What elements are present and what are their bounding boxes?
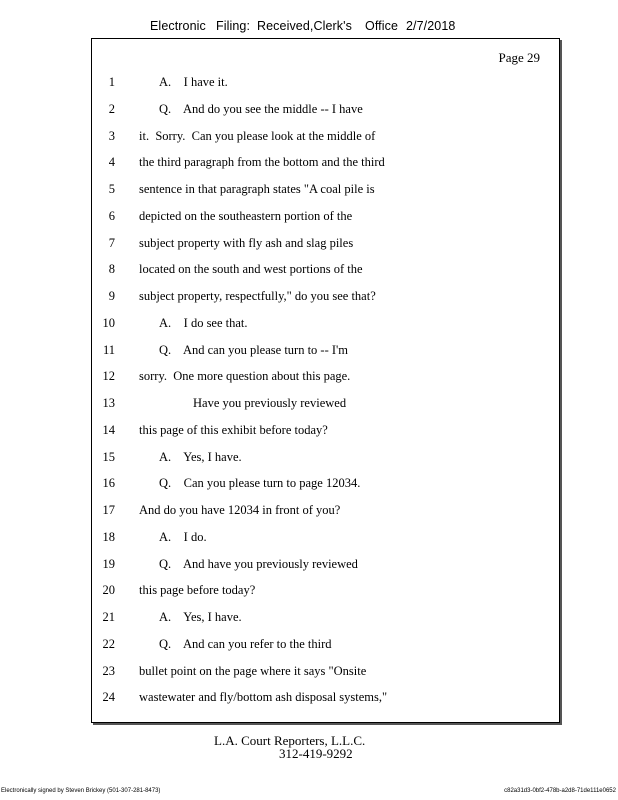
line-text: depicted on the southeastern portion of the bbox=[139, 208, 353, 223]
signature-left: Electronically signed by Steven Brickey (501-307-281-8473) bbox=[1, 788, 161, 794]
transcript-line bbox=[92, 262, 559, 282]
footer-company: L.A. Court Reporters, L.L.C. bbox=[214, 733, 366, 748]
transcript-line bbox=[92, 182, 559, 202]
filing-header-received: Received,Clerk's bbox=[257, 19, 352, 33]
line-number: 17 bbox=[102, 503, 115, 517]
line-number: 4 bbox=[108, 155, 115, 170]
line-text: Q. Can you please turn to page 12034. bbox=[159, 476, 361, 491]
filing-header bbox=[150, 19, 455, 33]
transcript-line bbox=[92, 209, 559, 229]
line-number: 15 bbox=[102, 449, 115, 464]
line-number: 7 bbox=[108, 235, 115, 250]
transcript-line bbox=[92, 155, 559, 175]
page-number: Page 29 bbox=[498, 50, 540, 65]
transcript-line bbox=[92, 129, 559, 149]
line-number: 12 bbox=[102, 369, 115, 384]
line-number: 5 bbox=[108, 182, 115, 196]
filing-header-filing: Filing: bbox=[216, 19, 251, 33]
transcript-line bbox=[92, 396, 559, 416]
line-text: subject property with fly ash and slag piles bbox=[139, 235, 354, 250]
line-text: bullet point on the page where it says "Onsite bbox=[139, 663, 367, 678]
line-text: this page of this exhibit before today? bbox=[139, 422, 328, 437]
line-text: Q. And can you refer to the third bbox=[159, 636, 332, 651]
filing-header-electronic: Electronic bbox=[150, 19, 206, 33]
footer-phone: 312-419-9292 bbox=[279, 746, 353, 761]
line-number: 8 bbox=[108, 262, 115, 277]
transcript-line bbox=[92, 637, 559, 657]
line-text: located on the south and west portions of the bbox=[139, 262, 363, 277]
line-number: 19 bbox=[102, 556, 115, 571]
line-number: 9 bbox=[108, 289, 115, 303]
line-text: it. Sorry. Can you please look at the middle of bbox=[139, 128, 376, 143]
line-text: wastewater and fly/bottom ash disposal systems," bbox=[139, 690, 388, 705]
line-text: subject property, respectfully," do you see that? bbox=[139, 289, 376, 303]
line-number: 13 bbox=[102, 396, 115, 410]
transcript-line bbox=[92, 690, 559, 710]
line-number: 3 bbox=[108, 128, 115, 143]
line-number: 20 bbox=[102, 583, 115, 598]
transcript-line bbox=[92, 423, 559, 443]
filing-header-date: 2/7/2018 bbox=[406, 19, 456, 33]
transcript-line bbox=[92, 236, 559, 256]
line-text: Have you previously reviewed bbox=[193, 396, 347, 410]
line-text: sorry. One more question about this page. bbox=[139, 369, 351, 384]
transcript-line bbox=[92, 503, 559, 523]
transcript-line bbox=[92, 75, 559, 95]
line-text: A. I have it. bbox=[159, 75, 228, 89]
transcript-line bbox=[92, 289, 559, 309]
line-text: sentence in that paragraph states "A coal pile is bbox=[139, 182, 375, 196]
transcript-line bbox=[92, 557, 559, 577]
transcript-line bbox=[92, 369, 559, 389]
line-number: 18 bbox=[102, 529, 115, 544]
transcript-line bbox=[92, 583, 559, 603]
line-text: And do you have 12034 in front of you? bbox=[139, 503, 341, 517]
transcript-line bbox=[92, 343, 559, 363]
transcript-line bbox=[92, 316, 559, 336]
line-text: Q. And have you previously reviewed bbox=[159, 556, 358, 571]
line-number: 21 bbox=[102, 610, 115, 624]
transcript-line bbox=[92, 476, 559, 496]
line-text: A. Yes, I have. bbox=[159, 610, 242, 624]
line-text: Q. And can you please turn to -- I'm bbox=[159, 342, 349, 357]
transcript-page bbox=[91, 38, 560, 723]
transcript-line bbox=[92, 664, 559, 684]
transcript-line bbox=[92, 610, 559, 630]
line-text: A. Yes, I have. bbox=[159, 449, 242, 464]
line-number: 6 bbox=[108, 208, 115, 223]
transcript-line bbox=[92, 530, 559, 550]
line-text: the third paragraph from the bottom and the third bbox=[139, 155, 385, 170]
line-text: A. I do see that. bbox=[159, 315, 248, 330]
line-number: 24 bbox=[102, 690, 115, 705]
line-text: Q. And do you see the middle -- I have bbox=[159, 101, 363, 116]
line-number: 16 bbox=[102, 476, 115, 491]
line-number: 23 bbox=[102, 663, 115, 678]
line-number: 22 bbox=[102, 636, 115, 651]
line-number: 1 bbox=[108, 75, 115, 89]
filing-header-office: Office bbox=[365, 19, 399, 33]
signature-right: c82a31d3-0bf2-478b-a2d8-71de111e0652 bbox=[504, 788, 616, 794]
line-number: 11 bbox=[102, 342, 115, 357]
line-number: 2 bbox=[108, 101, 115, 116]
line-text: this page before today? bbox=[139, 583, 256, 598]
line-text: A. I do. bbox=[159, 529, 207, 544]
line-number: 14 bbox=[102, 422, 115, 437]
line-number: 10 bbox=[102, 315, 115, 330]
transcript-line bbox=[92, 450, 559, 470]
transcript-line bbox=[92, 102, 559, 122]
